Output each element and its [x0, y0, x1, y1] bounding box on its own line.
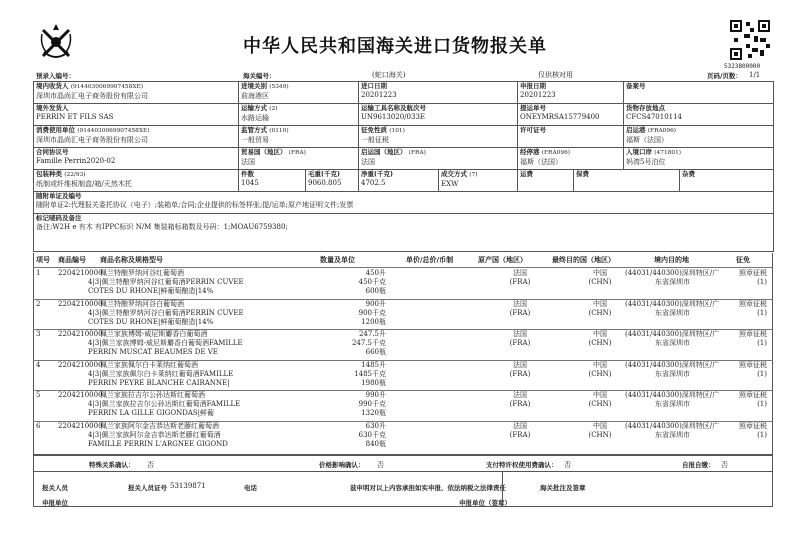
item-qty: 1320瓶 — [361, 409, 386, 417]
form-row-marks — [34, 214, 774, 252]
col-domestic: 境内目的地 — [654, 256, 689, 264]
item-origin: (FRA) — [509, 430, 531, 439]
item-qty: 1980瓶 — [361, 378, 386, 387]
entry-port-label: 进境关别 — [241, 82, 267, 90]
item-domestic: (44031/440300)深圳特区/广 — [625, 299, 720, 308]
departure-port-label: 启运港 — [626, 126, 646, 134]
item-code: 2204210000 — [58, 330, 103, 338]
tax-nature-label: 征免性质 — [361, 126, 387, 134]
item-name-line: 4|3|佩兰特酿罗纳河谷红葡萄酒PERRIN CUVEE — [88, 278, 244, 286]
item-tax: (1) — [757, 278, 767, 286]
package-code: (22/93) — [64, 172, 86, 178]
item-tax: 照章征税 — [739, 299, 767, 308]
consumer-value: 深圳市晶尚汇电子商务股份有限公司 — [36, 136, 148, 144]
declare-unit-seal-label: 申报单位（签章） — [459, 499, 511, 507]
item-tax: 照章征税 — [739, 391, 767, 399]
item-name-line: FAMILLE PERRIN L'ARGNEE GIGOND — [88, 439, 228, 448]
item-dest: (CHN) — [588, 400, 612, 408]
tax-nature-code: (101) — [389, 128, 405, 134]
col-code: 商品编号 — [58, 256, 86, 264]
royalty-value: 否 — [564, 461, 571, 469]
item-domestic: 东省深圳市 — [655, 339, 690, 347]
consumer-code: (914403006990745​8XE) — [77, 128, 150, 134]
phone-label: 电话 — [244, 484, 257, 492]
item-domestic: (44031/440300)深圳特区/广 — [625, 360, 720, 369]
item-tax: (1) — [757, 369, 767, 378]
transport-mode-code: (2) — [269, 106, 278, 112]
entry-gate-code: (471801) — [654, 150, 682, 156]
page-label: 页码/页数： — [707, 72, 742, 80]
item-domestic: (44031/440300)深圳特区/广 — [625, 269, 720, 277]
item-tax: (1) — [757, 339, 767, 347]
item-origin: 法国 — [513, 421, 527, 430]
item-name-line: 4|3|佩兰家族佩尔白卡莱纳红葡萄酒FAMILLE — [88, 369, 234, 378]
departure-port-value: 福斯（法国） — [626, 136, 669, 144]
origin-country-label: 启运国（地区） — [361, 148, 407, 156]
net-weight-value: 4702.5 — [361, 179, 386, 187]
item-qty: 990千克 — [358, 400, 386, 408]
insurance-label: 保费 — [576, 170, 589, 178]
declarant-label: 报关人员 — [42, 484, 68, 492]
declaration-form — [33, 81, 774, 252]
item-qty: 840瓶 — [365, 439, 386, 448]
item-domestic: (44031/440300)深圳特区/广 — [625, 391, 720, 399]
item-tax: (1) — [757, 308, 767, 317]
transit-port-label: 经停港 — [520, 148, 540, 156]
origin-country-value: 法国 — [361, 158, 375, 166]
declare-date-value: 20201223 — [520, 91, 556, 99]
customs-office: (蛇口海关) — [372, 71, 406, 79]
item-qty: 600瓶 — [365, 287, 386, 295]
col-name: 商品名称及规格型号 — [100, 256, 163, 264]
package-value: 纸制或纤维板制盒/箱/天然木托 — [36, 180, 132, 188]
trade-country-value: 法国 — [241, 158, 255, 166]
item-no: 3 — [36, 330, 41, 338]
item-dest: (CHN) — [588, 278, 612, 286]
item-name-line: 佩兰特酿罗纳河谷红葡萄酒 — [100, 269, 184, 277]
transport-mode-label: 运输方式 — [241, 104, 267, 112]
qr-code-icon — [730, 20, 770, 60]
bill-no-label: 提运单号 — [520, 104, 546, 112]
item-origin: (FRA) — [509, 400, 531, 408]
item-qty: 1485升 — [361, 360, 386, 369]
item-dest: 中国 — [593, 360, 607, 369]
customs-no-label: 海关编号： — [243, 72, 276, 80]
item-name-line: 佩兰家族阿尔金吉恭达斯老藤红葡萄酒 — [100, 421, 219, 430]
marks-value: 备注:W2H e 有木 有IPPC标识 N/M 集装箱标箱数及号码：1;MOAU6759380; — [36, 223, 288, 231]
item-code: 2204210000 — [58, 299, 103, 308]
col-tax: 征免 — [736, 256, 750, 264]
bill-no-value: ONEYMRSA15779400 — [520, 113, 600, 121]
item-origin: 法国 — [513, 299, 527, 308]
royalty-label: 支付特许权使用费确认： — [486, 461, 558, 469]
item-qty: 1200瓶 — [361, 317, 386, 326]
transport-mode-value: 水路运输 — [241, 114, 269, 122]
item-dest: (CHN) — [588, 339, 612, 347]
record-no-label: 备案号 — [626, 82, 646, 90]
item-code: 2204210000 — [58, 360, 103, 369]
consumer-label: 消费使用单位 — [36, 126, 75, 134]
col-origin: 原产国（地区） — [478, 256, 527, 264]
item-origin: 法国 — [513, 391, 527, 399]
item-dest: (CHN) — [588, 369, 612, 378]
net-weight-label: 净重(千克) — [361, 170, 393, 178]
item-no: 1 — [36, 269, 41, 277]
item-name-line: 4|3|佩兰家族阿尔金吉恭达斯老藤红葡萄酒 — [88, 430, 221, 439]
consignee-value: 深圳市晶尚汇电子商务股份有限公司 — [36, 92, 148, 100]
item-qty: 1485千克 — [354, 369, 386, 378]
package-label: 包装种类 — [36, 170, 62, 178]
goods-header-line — [33, 267, 773, 268]
contract-value: Famille Perrin2020-02 — [36, 157, 116, 165]
item-name-line: PERRIN PEYRE BLANCHE CAIRANNE| — [88, 378, 230, 387]
col-qty: 数量及单位 — [320, 256, 355, 264]
item-qty: 247.5千克 — [351, 339, 386, 347]
item-name-line: 4|3|佩兰特酿罗纳河谷白葡萄酒PERRIN CUVEE — [88, 308, 244, 317]
goods-row-divider — [33, 421, 773, 422]
consignee-code: (914403006990745​8XE) — [70, 84, 144, 90]
item-code: 2204210000 — [58, 391, 103, 399]
supervision-code: (0110) — [269, 128, 289, 134]
confirm-row — [33, 455, 773, 472]
marks-label: 标记唛码及备注 — [36, 214, 82, 222]
col-no: 项号 — [36, 256, 50, 264]
origin-country-code: (FRA) — [408, 150, 426, 156]
item-origin: (FRA) — [509, 369, 531, 378]
item-name-line: 佩兰家族佩尔白卡莱纳红葡萄酒 — [100, 360, 198, 369]
customs-note-label: 海关批注及签章 — [540, 484, 586, 492]
gross-weight-label: 毛重(千克) — [308, 170, 340, 178]
item-tax: (1) — [757, 430, 767, 439]
item-domestic: 东省深圳市 — [655, 369, 690, 378]
item-domestic: 东省深圳市 — [655, 400, 690, 408]
pieces-label: 件数 — [241, 170, 254, 178]
item-tax: 照章征税 — [739, 269, 767, 277]
item-dest: 中国 — [593, 269, 607, 277]
page-value: 1/1 — [749, 71, 761, 79]
item-name-line: 佩兰家族博姆-威尼斯麝香白葡萄酒 — [100, 330, 208, 338]
gross-weight-value: 9060.805 — [308, 179, 342, 187]
item-domestic: (44031/440300)深圳特区/广 — [625, 330, 720, 338]
item-dest: 中国 — [593, 299, 607, 308]
misc-fee-label: 杂费 — [682, 170, 696, 178]
item-qty: 247.5升 — [358, 330, 386, 338]
vessel-label: 运输工具名称及航次号 — [361, 104, 426, 112]
item-origin: (FRA) — [509, 278, 531, 286]
item-tax: 照章征税 — [739, 330, 767, 338]
item-code: 2204210000 — [58, 421, 103, 430]
item-name-line: 4|3|佩兰家族博姆-威尼斯麝香白葡萄酒FAMILLE — [88, 339, 243, 347]
entry-gate-label: 入境口岸 — [626, 148, 653, 156]
footer-block — [33, 471, 773, 507]
item-qty: 630千克 — [358, 430, 386, 439]
item-no: 6 — [36, 421, 41, 430]
item-name-line: PERRIN MUSCAT BEAUMES DE VE — [88, 348, 218, 356]
tax-nature-value: 一般征税 — [361, 136, 389, 144]
item-tax: 照章征税 — [739, 421, 767, 430]
trade-country-label: 贸易国（地区） — [241, 148, 287, 156]
item-tax: 照章征税 — [739, 360, 767, 369]
item-qty: 450千克 — [358, 278, 386, 286]
docs-label: 随附单证及编号 — [36, 192, 82, 200]
pre-entry-label: 预录入编号： — [36, 72, 75, 80]
contract-label: 合同协议号 — [36, 148, 69, 156]
import-date-label: 进口日期 — [361, 82, 387, 90]
storage-value: CFCS47010114 — [626, 113, 683, 121]
terms-code: (7) — [469, 172, 478, 178]
usage-note: 仅供核对用 — [538, 71, 573, 79]
goods-row-divider — [33, 360, 773, 361]
form-row-2 — [34, 104, 774, 126]
item-domestic: (44031/440300)深圳特区/广 — [625, 421, 720, 430]
form-row-5 — [34, 170, 774, 192]
storage-label: 货物存放地点 — [626, 104, 666, 112]
terms-label: 成交方式 — [441, 170, 467, 178]
trade-country-code: (FRA) — [288, 150, 306, 156]
price-impact-value: 否 — [377, 461, 384, 469]
footer-divider — [502, 472, 503, 506]
form-row-docs — [34, 192, 774, 214]
declarant-id-value: 53139871 — [170, 482, 206, 490]
item-tax: (1) — [757, 400, 767, 408]
item-qty: 450升 — [365, 269, 386, 277]
declare-date-label: 申报日期 — [520, 82, 546, 90]
qr-number: 5323800000 — [724, 63, 761, 70]
item-qty: 900千克 — [358, 308, 386, 317]
item-code: 2204210000 — [58, 269, 103, 277]
col-price: 单价/总价/币制 — [406, 256, 454, 264]
item-origin: 法国 — [513, 360, 527, 369]
item-qty: 660瓶 — [365, 348, 386, 356]
vessel-value: UN9613020/033E — [361, 113, 426, 121]
form-row-3 — [34, 126, 774, 148]
shipper-value: PERRIN ET FILS SAS — [36, 113, 114, 121]
item-origin: (FRA) — [509, 308, 531, 317]
item-domestic: 东省深圳市 — [655, 278, 690, 286]
item-name-line: 佩兰家族拉吉尔公孙达斯红葡萄酒 — [100, 391, 205, 399]
shipper-label: 境外发货人 — [36, 104, 69, 112]
item-origin: 法国 — [513, 269, 527, 277]
item-qty: 900升 — [365, 299, 386, 308]
item-dest: (CHN) — [588, 430, 612, 439]
goods-row-divider — [33, 299, 773, 300]
transit-port-code: (FRA096) — [541, 150, 571, 156]
departure-port-code: (FRA096) — [647, 128, 677, 134]
license-label: 许可证号 — [520, 126, 546, 134]
item-domestic: 东省深圳市 — [655, 308, 690, 317]
item-name-line: 佩兰特酿罗纳河谷白葡萄酒 — [100, 299, 184, 308]
item-no: 2 — [36, 299, 41, 308]
supervision-value: 一般贸易 — [241, 136, 269, 144]
special-relation-value: 否 — [147, 461, 154, 469]
pieces-value: 1045 — [241, 179, 259, 187]
supervision-label: 监管方式 — [241, 126, 267, 134]
item-no: 5 — [36, 391, 41, 399]
item-dest: 中国 — [593, 391, 607, 399]
import-date-value: 20201223 — [361, 91, 397, 99]
docs-value: 随附单证2:代理报关委托协议（电子）;装箱单;合同;企业提供的标签样张;提/运单;原产地证明文件;发票 — [36, 201, 354, 209]
transit-port-value: 福斯（法国） — [520, 158, 562, 166]
item-name-line: 4|3|佩兰家族拉吉尔公孙达斯红葡萄酒FAMILLE — [88, 400, 241, 408]
goods-row-divider — [33, 390, 773, 391]
item-qty: 630升 — [365, 421, 386, 430]
form-row-1 — [34, 82, 774, 104]
form-row-4 — [34, 148, 774, 170]
item-dest: 中国 — [593, 421, 607, 430]
item-domestic: 东省深圳市 — [655, 430, 690, 439]
consignee-label: 境内收货人 — [36, 82, 69, 90]
declare-unit-label: 申报单位 — [42, 499, 68, 507]
terms-value: EXW — [441, 180, 459, 188]
item-dest: 中国 — [593, 330, 607, 338]
item-origin: 法国 — [513, 330, 527, 338]
statement-text: 兹申明对以上内容承担如实申报、依法纳税之法律责任 — [350, 484, 506, 492]
self-pay-label: 自报自缴： — [682, 461, 715, 469]
goods-row-divider — [33, 329, 773, 330]
entry-port-code: (5349) — [269, 84, 289, 90]
col-dest: 最终目的国（地区） — [552, 256, 615, 264]
freight-label: 运费 — [520, 170, 533, 178]
self-pay-value: 否 — [721, 461, 728, 469]
page-title: 中华人民共和国海关进口货物报关单 — [243, 36, 547, 57]
price-impact-label: 价格影响确认： — [319, 461, 365, 469]
entry-port-value: 前海港区 — [241, 92, 269, 100]
item-qty: 990升 — [365, 391, 386, 399]
item-name-line: COTES DU RHONE|鲜葡萄酿造|14% — [88, 287, 214, 295]
entry-gate-value: 妈湾5号泊位 — [626, 158, 666, 166]
item-no: 4 — [36, 360, 41, 369]
item-name-line: PERRIN LA GILLE GIGONDAS|鲜葡 — [88, 409, 215, 417]
special-relation-label: 特殊关系确认： — [89, 461, 135, 469]
item-name-line: COTES DU RHONE|鲜葡萄酿造|14% — [88, 317, 214, 326]
item-origin: (FRA) — [509, 339, 531, 347]
declarant-id-label: 报关人员证号 — [128, 484, 167, 492]
item-dest: (CHN) — [588, 308, 612, 317]
